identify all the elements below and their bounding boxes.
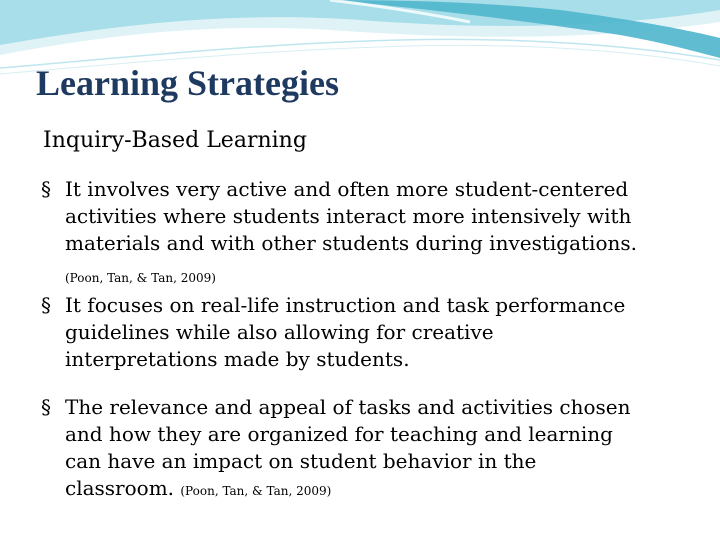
bullet-item-1	[41, 176, 701, 292]
bullet-line: guidelines while also allowing for creative	[65, 320, 494, 344]
slide-title: Learning Strategies	[36, 63, 339, 103]
bullet-icon: §	[41, 177, 51, 201]
bullet-icon: §	[41, 293, 51, 317]
bullet-item-3	[41, 394, 701, 505]
citation: (Poon, Tan, & Tan, 2009)	[180, 484, 332, 498]
bullet-line	[41, 475, 701, 505]
bullet-line: and how they are organized for teaching and learning	[65, 422, 613, 446]
bullet-line: activities where students interact more intensively with	[65, 204, 632, 228]
citation: (Poon, Tan, & Tan, 2009)	[65, 271, 216, 285]
bullet-line: It involves very active and often more student-centered	[65, 177, 629, 201]
bullet-line: materials and with other students during investigations.	[65, 231, 637, 255]
slide-subtitle: Inquiry-Based Learning	[43, 128, 307, 153]
bullet-line-end: classroom.	[65, 476, 175, 500]
bullet-line: can have an impact on student behavior in the	[65, 449, 537, 473]
bullet-icon: §	[41, 395, 51, 419]
bullet-item-2	[41, 292, 701, 373]
bullet-line: The relevance and appeal of tasks and activities chosen	[65, 395, 631, 419]
bullet-line: interpretations made by students.	[65, 347, 410, 371]
bullet-line: It focuses on real-life instruction and task performance	[65, 293, 626, 317]
